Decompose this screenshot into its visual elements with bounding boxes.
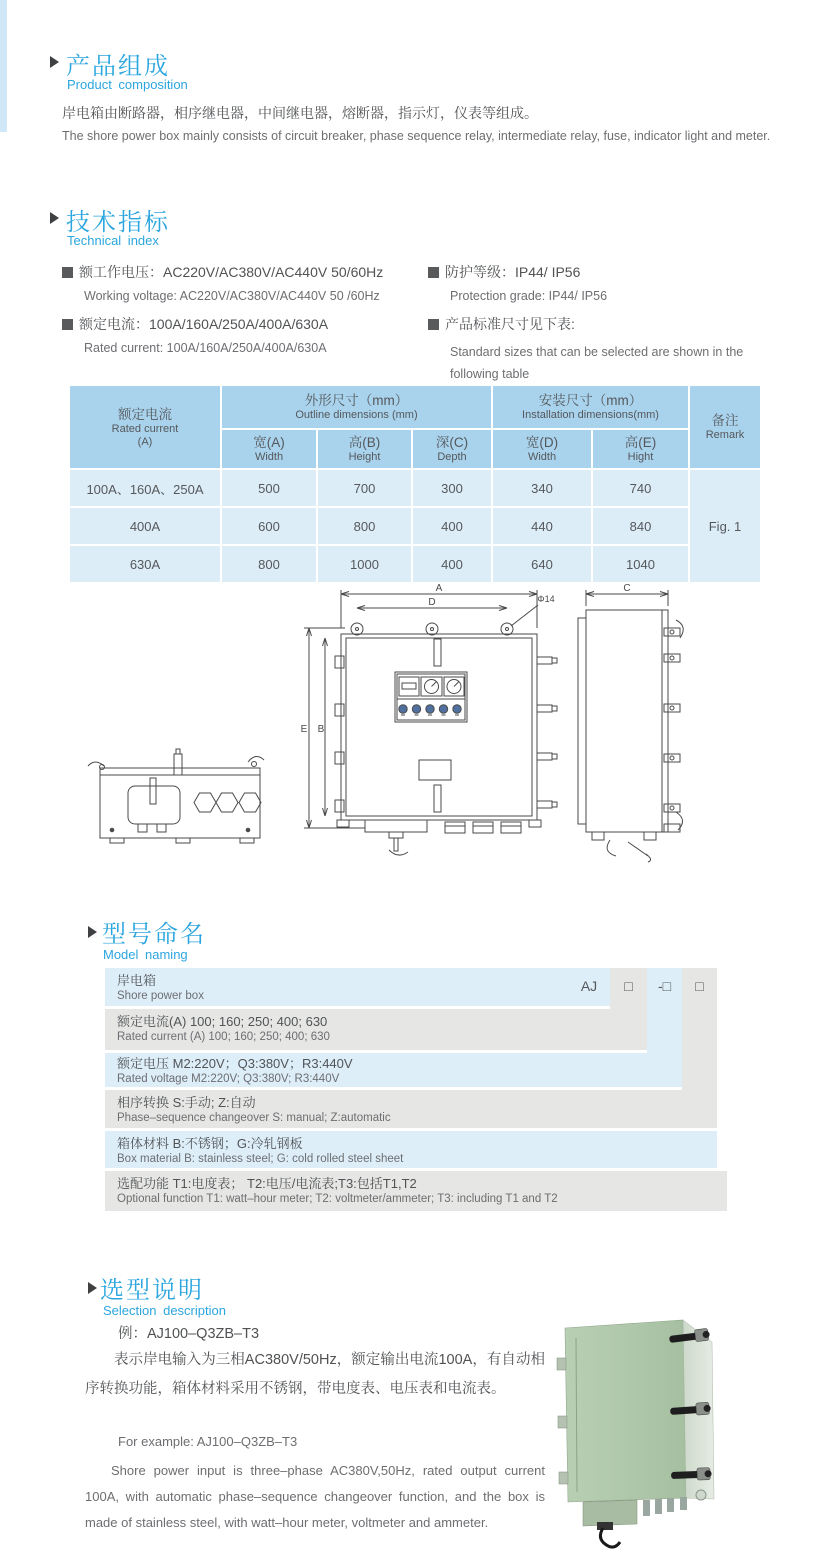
selection-example-en: For example: AJ100–Q3ZB–T3 (118, 1434, 298, 1449)
technical-title-en: Technical index (67, 233, 159, 248)
cell-height-e: 740 (593, 470, 688, 506)
col-header-install: 安装尺寸（mm） Installation dimensions(mm) (493, 386, 688, 428)
bullet-square-icon (428, 319, 439, 330)
model-code-box-1: □ (624, 978, 633, 994)
cell-width-a: 500 (222, 470, 316, 506)
col-header-rated-current: 额定电流 Rated current (A) (70, 386, 220, 468)
cell-remark: Fig. 1 (690, 470, 760, 582)
model-row-rated-current: 额定电流(A) 100; 160; 250; 400; 630 Rated current (A) 100; 160; 250; 400; 630 (105, 1009, 647, 1050)
col-header-remark: 备注 Remark (690, 386, 760, 468)
composition-title-cn: 产品组成 (66, 53, 170, 80)
spec-standard-sizes-en: Standard sizes that can be selected are shown in the following table (450, 345, 744, 381)
sub-header-width-a: 宽(A) Width (222, 430, 316, 468)
composition-body-cn: 岸电箱由断路器，相序继电器，中间继电器，熔断器，指示灯，仪表等组成。 (62, 105, 538, 121)
dim-label-d: D (428, 597, 436, 608)
composition-title-en: Product composition (67, 77, 188, 92)
model-prefix: AJ (580, 978, 598, 994)
section-arrow-icon (50, 56, 59, 68)
spec-standard-sizes-cn: 产品标准尺寸见下表: (428, 314, 575, 334)
cell-current: 100A、160A、250A (70, 470, 220, 506)
spec-working-voltage-en: Working voltage: AC220V/AC380V/AC440V 50 /60Hz (84, 289, 380, 303)
box-front-face (565, 1320, 686, 1502)
model-code-box-3: □ (695, 978, 704, 994)
model-row-optional-function: 选配功能 T1:电度表； T2:电压/电流表;T3:包括T1,T2 Optional function T1: watt–hour meter; T2: voltmeter/ammeter; T3: including T1 and T2 (105, 1171, 727, 1211)
selection-title-cn: 选型说明 (100, 1277, 204, 1304)
dim-label-a: A (435, 583, 443, 594)
model-row-shore-power-box: 岸电箱 Shore power box (105, 968, 610, 1006)
model-title-en: Model naming (103, 947, 188, 962)
cell-height-e: 1040 (593, 546, 688, 582)
model-row-phase-changeover: 相序转换 S:手动; Z:自动 Phase–sequence changeover S: manual; Z:automatic (105, 1090, 717, 1128)
selection-title-en: Selection description (103, 1303, 226, 1318)
spec-protection-grade-cn: 防护等级：IP44/ IP56 (428, 262, 580, 282)
product-photo (545, 1296, 803, 1568)
table-row (70, 508, 760, 544)
bullet-square-icon (62, 319, 73, 330)
model-row-rated-voltage: 额定电压 M2:220V；Q3:380V；R3:440V Rated voltage M2:220V; Q3:380V; R3:440V (105, 1053, 682, 1087)
side-view-drawing (558, 580, 768, 863)
cable-glands (643, 1497, 687, 1516)
model-naming-table (105, 968, 735, 1213)
selection-example-cn: 例：AJ100–Q3ZB–T3 (118, 1326, 260, 1342)
spec-rated-current-en: Rated current: 100A/160A/250A/400A/630A (84, 341, 327, 355)
composition-body-en: The shore power box mainly consists of circuit breaker, phase sequence relay, intermediate relay, fuse, indicator light and meter. (62, 129, 771, 143)
cell-height-b: 1000 (318, 546, 411, 582)
cell-height-e: 840 (593, 508, 688, 544)
cell-depth-c: 400 (413, 546, 491, 582)
technical-title-cn: 技术指标 (66, 209, 170, 236)
bullet-square-icon (428, 267, 439, 278)
cell-depth-c: 300 (413, 470, 491, 506)
sub-header-depth-c: 深(C) Depth (413, 430, 491, 468)
dim-label-phi: Φ14 (537, 594, 555, 604)
dim-label-b: B (317, 724, 325, 735)
dimensions-table (68, 384, 762, 584)
section-arrow-icon (88, 926, 97, 938)
cell-current: 630A (70, 546, 220, 582)
spec-rated-current-cn: 额定电流：100A/160A/250A/400A/630A (62, 314, 328, 334)
gland-round (696, 1490, 706, 1500)
cell-height-b: 800 (318, 508, 411, 544)
model-row-box-material: 箱体材料 B:不锈钢；G:冷轧钢板 Box material B: stainless steel; G: cold rolled steel sheet (105, 1131, 717, 1168)
handle-hook (600, 1528, 620, 1547)
sub-header-height-b: 高(B) Height (318, 430, 411, 468)
table-row (70, 546, 760, 582)
selection-body-en: Shore power input is three–phase AC380V,50Hz, rated output current 100A, with automatic phase–sequence changeover function, and the box is made of stainless steel, with watt–hour meter, voltmeter and ammeter. (85, 1463, 545, 1530)
selection-body-cn: 表示岸电输入为三相AC380V/50Hz，额定输出电流100A，有自动相序转换功能，箱体材料采用不锈钢，带电度表、电压表和电流表。 (85, 1352, 545, 1397)
dim-label-e: E (300, 724, 308, 735)
cell-height-b: 700 (318, 470, 411, 506)
dim-label-c: C (623, 583, 631, 594)
cell-width-d: 640 (493, 546, 591, 582)
page-edge-strip (0, 0, 7, 132)
sub-header-height-e: 高(E) Hight (593, 430, 688, 468)
spec-working-voltage-cn: 额工作电压：AC220V/AC380V/AC440V 50/60Hz (62, 262, 383, 282)
spec-protection-grade-en: Protection grade: IP44/ IP56 (450, 289, 608, 303)
cell-width-a: 800 (222, 546, 316, 582)
cell-width-d: 440 (493, 508, 591, 544)
cell-current: 400A (70, 508, 220, 544)
front-view-drawing (293, 582, 563, 860)
col-header-outline: 外形尺寸（mm） Outline dimensions (mm) (222, 386, 491, 428)
section-arrow-icon (88, 1282, 97, 1294)
model-title-cn: 型号命名 (102, 921, 206, 948)
cell-depth-c: 400 (413, 508, 491, 544)
bullet-square-icon (62, 267, 73, 278)
cell-width-a: 600 (222, 508, 316, 544)
table-row (70, 470, 760, 506)
model-code-box-2: -□ (657, 978, 672, 994)
sub-header-width-d: 宽(D) Width (493, 430, 591, 468)
cell-width-d: 340 (493, 470, 591, 506)
handle-base (597, 1522, 613, 1530)
section-arrow-icon (50, 212, 59, 224)
bottom-view-drawing (82, 740, 297, 862)
